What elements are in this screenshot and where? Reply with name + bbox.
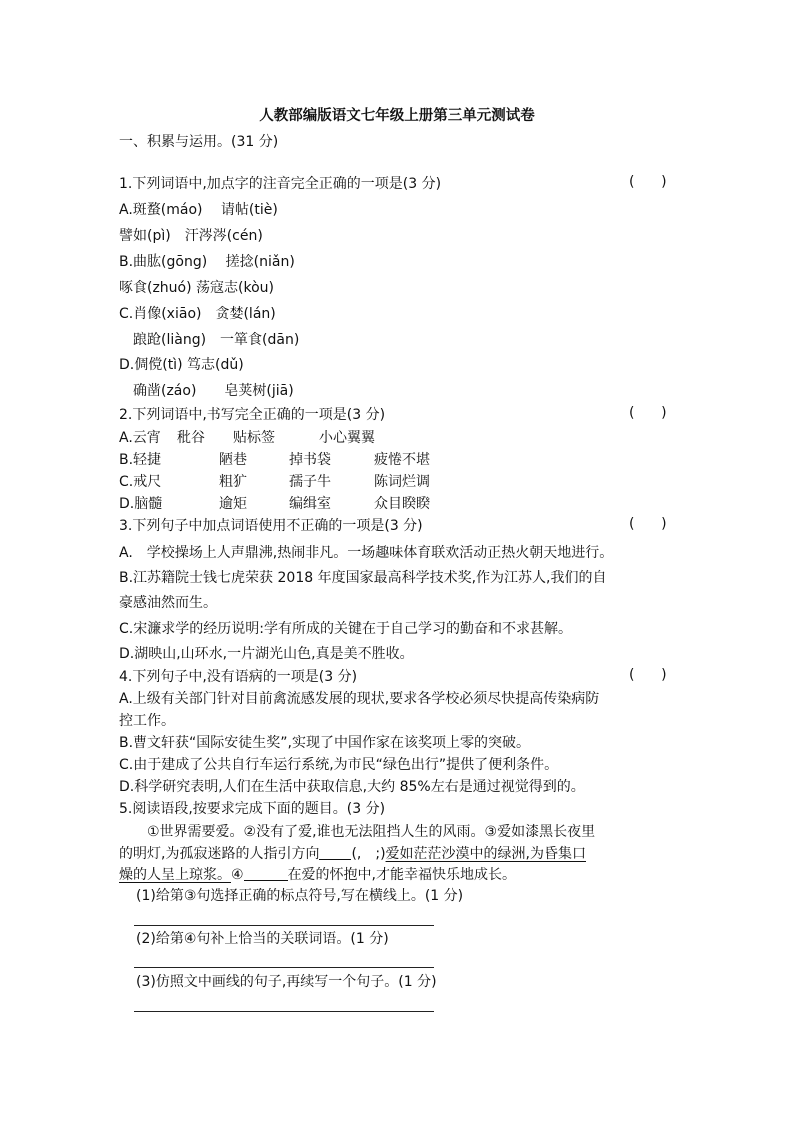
- answer-line-3: [134, 1011, 434, 1012]
- q1-option-b-line1: B.曲肱(gōng) 搓捻(niǎn): [119, 254, 295, 270]
- q3-option-a: A. 学校操场上人声鼎沸,热闹非凡。一场趣味体育联欢活动正热火朝天地进行。: [119, 545, 614, 561]
- q2-option-b: B.轻捷 陋巷 掉书袋 疲惓不堪: [119, 452, 430, 468]
- q4-answer-paren: ( ): [629, 667, 667, 683]
- q1-stem: 1.下列词语中,加点字的注音完全正确的一项是(3 分): [119, 176, 442, 192]
- q3-option-c: C.宋濂求学的经历说明:学有所成的关键在于自己学习的勤奋和不求甚解。: [119, 621, 572, 637]
- q1-option-c-line2: 踉跄(liàng) 一箪食(dān): [119, 332, 300, 348]
- q3-option-d: D.湖映山,山环水,一片湖光山色,真是美不胜收。: [119, 646, 414, 662]
- punctuation-blank: [319, 845, 351, 860]
- q2-answer-paren: ( ): [629, 405, 667, 421]
- q3-stem: 3.下列句子中加点词语使用不正确的一项是(3 分): [119, 518, 423, 534]
- q2-option-d: D.脑髓 逾矩 编缉室 众目睽睽: [119, 496, 430, 512]
- q1-answer-paren: ( ): [629, 174, 667, 190]
- q2-stem: 2.下列词语中,书写完全正确的一项是(3 分): [119, 407, 386, 423]
- q4-option-d: D.科学研究表明,人们在生活中获取信息,大约 85%左右是通过视觉得到的。: [119, 779, 585, 795]
- q5-passage-line3: 燥的人呈上琼浆。④ 在爱的怀抱中,才能幸福快乐地成长。: [119, 867, 517, 883]
- q5-stem: 5.阅读语段,按要求完成下面的题目。(3 分): [119, 801, 386, 817]
- q3-answer-paren: ( ): [629, 516, 667, 532]
- q5-sub1: (1)给第③句选择正确的标点符号,写在横线上。(1 分): [136, 888, 464, 904]
- q4-stem: 4.下列句子中,没有语病的一项是(3 分): [119, 669, 358, 685]
- q3-option-b-line1: B.江苏籍院士钱七虎荣获 2018 年度国家最高科学技术奖,作为江苏人,我们的自: [119, 570, 607, 586]
- underlined-sentence: 爱如茫茫沙漠中的绿洲,为昏集口: [385, 846, 586, 862]
- q1-option-d-line2: 确凿(záo) 皂荚树(jiā): [119, 383, 294, 399]
- q1-option-d-line1: D.倜傥(tì) 笃志(dǔ): [119, 357, 244, 373]
- q1-option-a-line1: A.斑蝥(máo) 请帖(tiè): [119, 202, 278, 218]
- q1-option-b-line2: 啄食(zhuó) 荡寇志(kòu): [119, 280, 275, 296]
- q5-passage-line2: 的明灯,为孤寂迷路的人指引方向 (, ;)爱如茫茫沙漠中的绿洲,为昏集口: [119, 846, 586, 862]
- q1-option-a-line2: 譬如(pì) 汗涔涔(cén): [119, 228, 263, 244]
- q5-sub3: (3)仿照文中画线的句子,再续写一个句子。(1 分): [136, 974, 437, 990]
- q5-sub2: (2)给第④句补上恰当的关联词语。(1 分): [136, 931, 389, 947]
- q2-option-a: A.云宵 秕谷 贴标签 小心翼翼: [119, 430, 375, 446]
- section-heading: 一、积累与运用。(31 分): [119, 134, 279, 150]
- q4-option-a-line1: A.上级有关部门针对目前禽流感发展的现状,要求各学校必须尽快提高传染病防: [119, 691, 600, 707]
- q2-option-c: C.戒尺 粗犷 孺子牛 陈词烂调: [119, 474, 430, 490]
- conjunction-blank: [244, 866, 288, 881]
- q4-option-b: B.曹文轩获“国际安徒生奖”,实现了中国作家在该奖项上零的突破。: [119, 735, 531, 751]
- q5-passage-line1: ①世界需要爱。②没有了爱,谁也无法阻挡人生的风雨。③爱如漆黑长夜里: [119, 824, 596, 840]
- answer-line-1: [134, 925, 434, 926]
- q1-option-c-line1: C.肖像(xiāo) 贪婪(lán): [119, 306, 276, 322]
- q3-option-b-line2: 豪感油然而生。: [119, 595, 217, 611]
- answer-line-2: [134, 967, 434, 968]
- underlined-sentence-end: 燥的人呈上琼浆。: [119, 867, 231, 883]
- q4-option-c: C.由于建成了公共自行车运行系统,为市民“绿色出行”提供了便利条件。: [119, 757, 559, 773]
- q4-option-a-line2: 控工作。: [119, 713, 175, 729]
- page-title: 人教部编版语文七年级上册第三单元测试卷: [259, 108, 535, 124]
